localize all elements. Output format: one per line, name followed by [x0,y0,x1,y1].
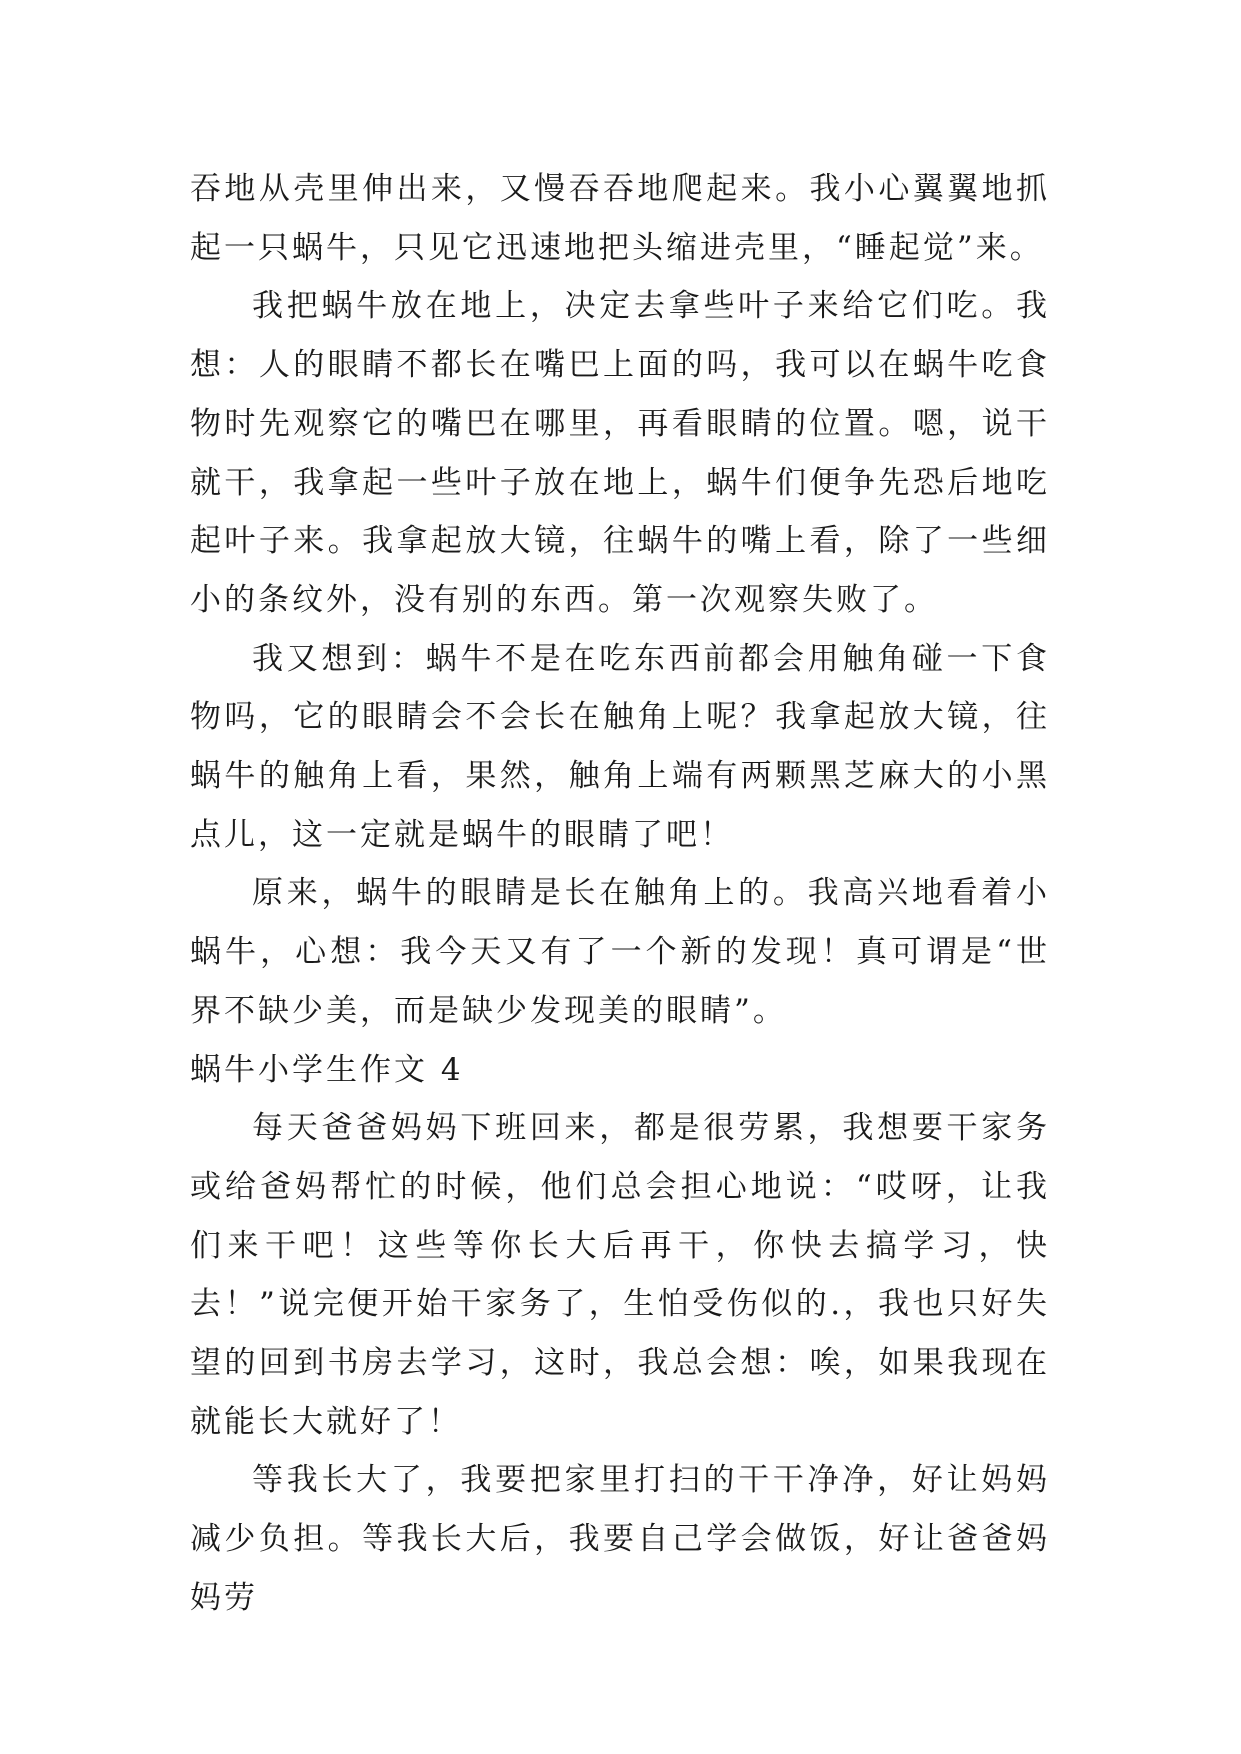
document-page [190,160,1050,1628]
paragraph-3: 我又想到：蜗牛不是在吃东西前都会用触角碰一下食物吗，它的眼睛会不会长在触角上呢？我拿起放大镜，往蜗牛的触角上看，果然，触角上端有两颗黑芝麻大的小黑点儿，这一定就是蜗牛的眼睛了吧！ [190,640,1050,853]
section-heading: 蜗牛小学生作文 4 [190,1051,464,1088]
paragraph-2: 我把蜗牛放在地上，决定去拿些叶子来给它们吃。我想：人的眼睛不都长在嘴巴上面的吗，我可以在蜗牛吃食物时先观察它的嘴巴在哪里，再看眼睛的位置。嗯，说干就干，我拿起一些叶子放在地上，蜗牛们便争先恐后地吃起叶子来。我拿起放大镜，往蜗牛的嘴上看，除了一些细小的条纹外，没有别的东西。第一次观察失败了。 [190,288,1050,618]
paragraph-5: 每天爸爸妈妈下班回来，都是很劳累，我想要干家务或给爸妈帮忙的时候，他们总会担心地说：“哎呀，让我们来干吧！这些等你长大后再干，你快去搞学习，快去！”说完便开始干家务了，生怕受伤似的.，我也只好失望的回到书房去学习，这时，我总会想：唉，如果我现在就能长大就好了！ [190,1110,1050,1440]
paragraph-6: 等我长大了，我要把家里打扫的干干净净，好让妈妈减少负担。等我长大后，我要自己学会做饭，好让爸爸妈妈劳 [190,1462,1050,1616]
paragraph-1: 吞地从壳里伸出来，又慢吞吞地爬起来。我小心翼翼地抓起一只蜗牛，只见它迅速地把头缩进壳里，“睡起觉”来。 [190,171,1050,266]
paragraph-4: 原来，蜗牛的眼睛是长在触角上的。我高兴地看着小蜗牛，心想：我今天又有了一个新的发现！真可谓是“世界不缺少美，而是缺少发现美的眼睛”。 [190,875,1050,1029]
